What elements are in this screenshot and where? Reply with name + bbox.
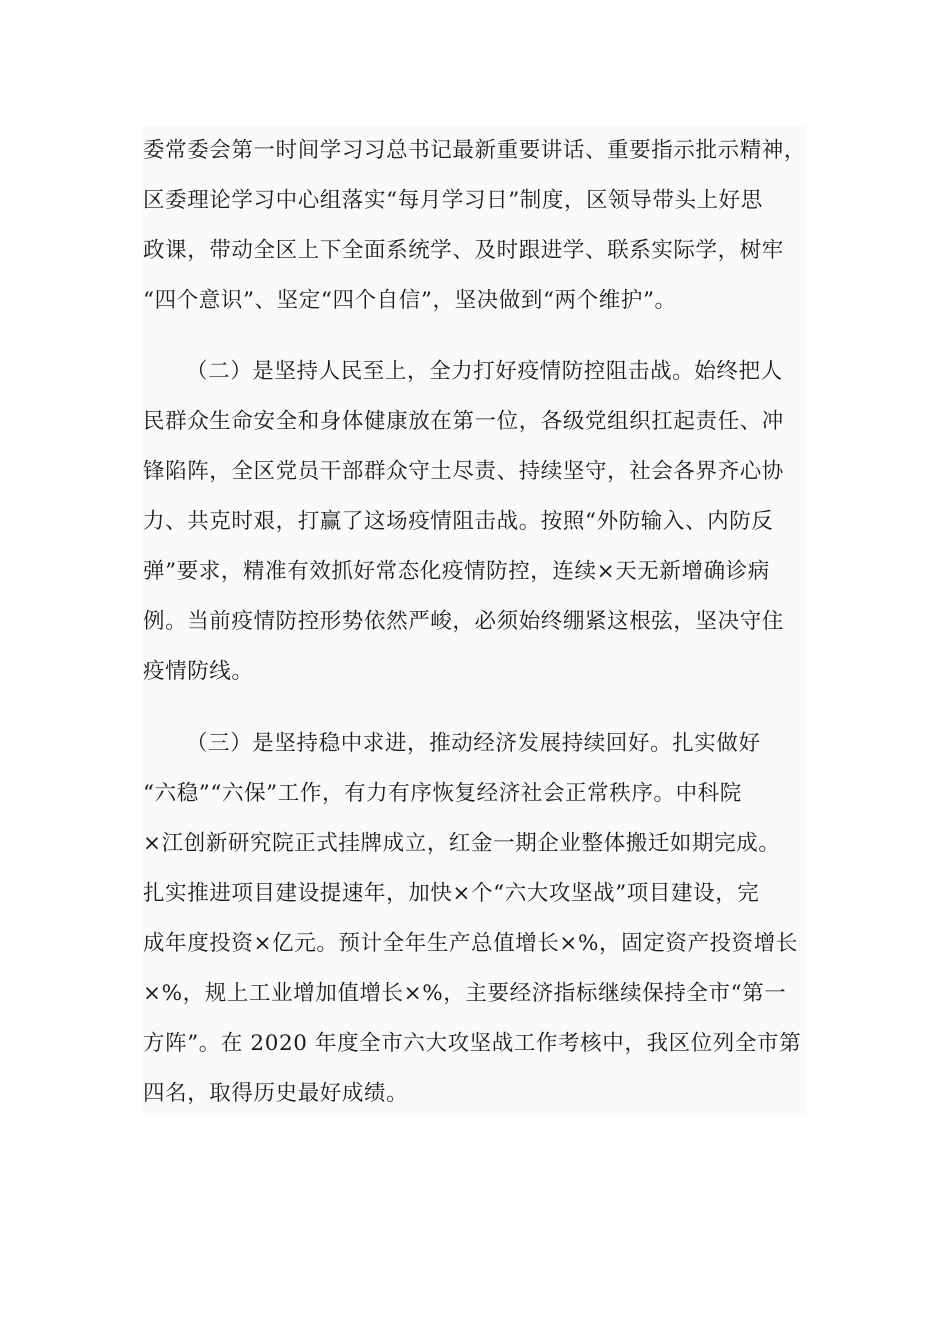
paragraph-epidemic-control bbox=[143, 347, 807, 697]
text-block bbox=[143, 126, 807, 1116]
text-line: 扎实推进项目建设提速年，加快×个“六大攻坚战”项目建设，完 bbox=[143, 881, 760, 906]
text-line: “四个意识”、坚定“四个自信”，坚决做到“两个维护”。 bbox=[143, 288, 677, 313]
text-line: ×江创新研究院正式挂牌成立，红金一期企业整体搬迁如期完成。 bbox=[143, 831, 781, 856]
text-line: 方阵”。在 2020 年度全市六大攻坚战工作考核中，我区位列全市第 bbox=[143, 1031, 802, 1056]
text-line: 四名，取得历史最好成绩。 bbox=[143, 1081, 409, 1106]
text-line: 弹”要求，精准有效抓好常态化疫情防控，连续×天无新增确诊病 bbox=[143, 559, 770, 584]
text-line: （二）是坚持人民至上，全力打好疫情防控阻击战。始终把人 bbox=[186, 359, 783, 384]
text-line: （三）是坚持稳中求进，推动经济发展持续回好。扎实做好 bbox=[186, 731, 761, 756]
text-line: 疫情防线。 bbox=[143, 659, 254, 684]
text-line: 政课，带动全区上下全面系统学、及时跟进学、联系实际学，树牢 bbox=[143, 238, 784, 263]
paragraph-economic-development bbox=[143, 719, 807, 1119]
text-line: 民群众生命安全和身体健康放在第一位，各级党组织扛起责任、冲 bbox=[143, 409, 784, 434]
text-line: “六稳”“六保”工作，有力有序恢复经济社会正常秩序。中科院 bbox=[143, 781, 742, 806]
text-line: 委常委会第一时间学习习总书记最新重要讲话、重要指示批示精神， bbox=[143, 138, 807, 163]
text-line: 区委理论学习中心组落实“每月学习日”制度，区领导带头上好思 bbox=[143, 188, 763, 213]
text-line: ×%，规上工业增加值增长×%，主要经济指标继续保持全市“第一 bbox=[143, 981, 787, 1006]
paragraph-study bbox=[143, 126, 807, 326]
text-line: 例。当前疫情防控形势依然严峻，必须始终绷紧这根弦，坚决守住 bbox=[143, 609, 784, 634]
text-line: 锋陷阵，全区党员干部群众守土尽责、持续坚守，社会各界齐心协 bbox=[143, 459, 784, 484]
text-line: 成年度投资×亿元。预计全年生产总值增长×%，固定资产投资增长 bbox=[143, 931, 798, 956]
text-line: 力、共克时艰，打赢了这场疫情阻击战。按照“外防输入、内防反 bbox=[143, 509, 774, 534]
